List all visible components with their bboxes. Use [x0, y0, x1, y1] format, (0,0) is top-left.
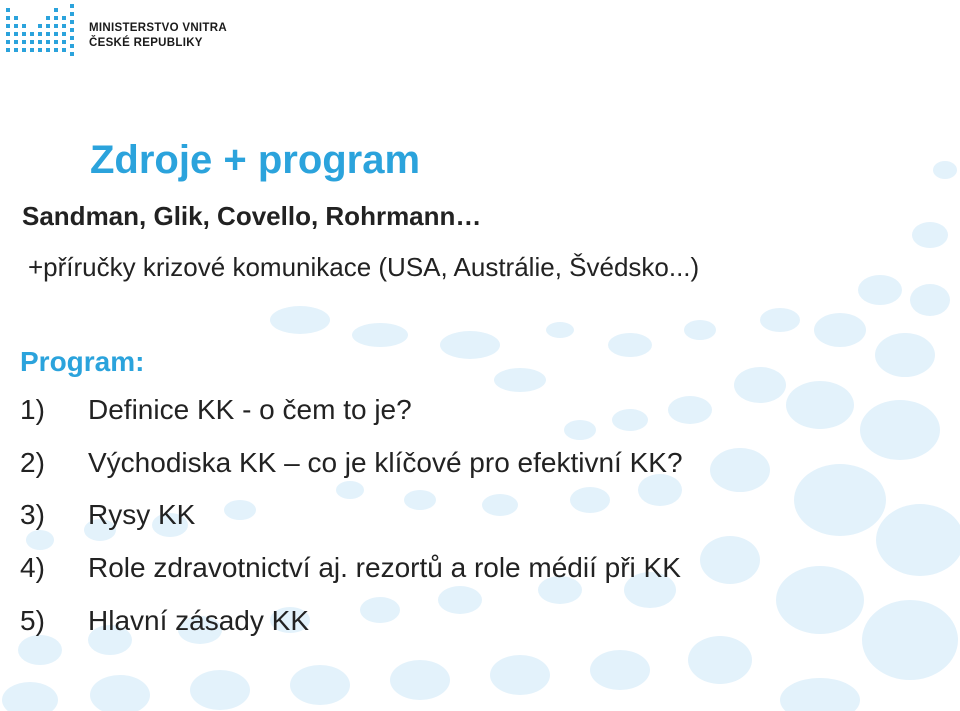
logo-line-1: MINISTERSTVO VNITRA: [89, 22, 227, 34]
program-item-number: 3): [20, 499, 45, 531]
ministry-logo: [0, 0, 240, 66]
program-item-number: 1): [20, 394, 45, 425]
slide-title: Zdroje + program: [90, 138, 421, 182]
program-item: [20, 603, 683, 656]
logo-line-2: ČESKÉ REPUBLIKY: [89, 37, 203, 49]
sources-authors: Sandman, Glik, Covello, Rohrmann…: [22, 201, 482, 231]
program-item: [20, 392, 683, 445]
sources-handbooks: +příručky krizové komunikace (USA, Austrálie, Švédsko...): [28, 252, 700, 282]
program-item-text: Role zdravotnictví aj. rezortů a role médií při KK: [88, 552, 681, 584]
program-heading: Program:: [20, 346, 145, 377]
program-list: [20, 392, 683, 655]
program-item-text: Východiska KK – co je klíčové pro efektivní KK?: [88, 446, 683, 478]
logo-text: [89, 21, 227, 51]
program-item-number: 2): [20, 446, 45, 478]
program-item: [20, 550, 683, 603]
program-item: [20, 445, 683, 498]
logo-dots-icon: [0, 0, 84, 66]
program-item-text: Rysy KK: [88, 499, 196, 531]
program-item: [20, 497, 683, 550]
program-item-text: Definice KK - o čem to je?: [88, 394, 412, 425]
program-item-number: 4): [20, 552, 45, 584]
program-item-text: Hlavní zásady KK: [88, 604, 309, 636]
program-item-number: 5): [20, 604, 45, 636]
